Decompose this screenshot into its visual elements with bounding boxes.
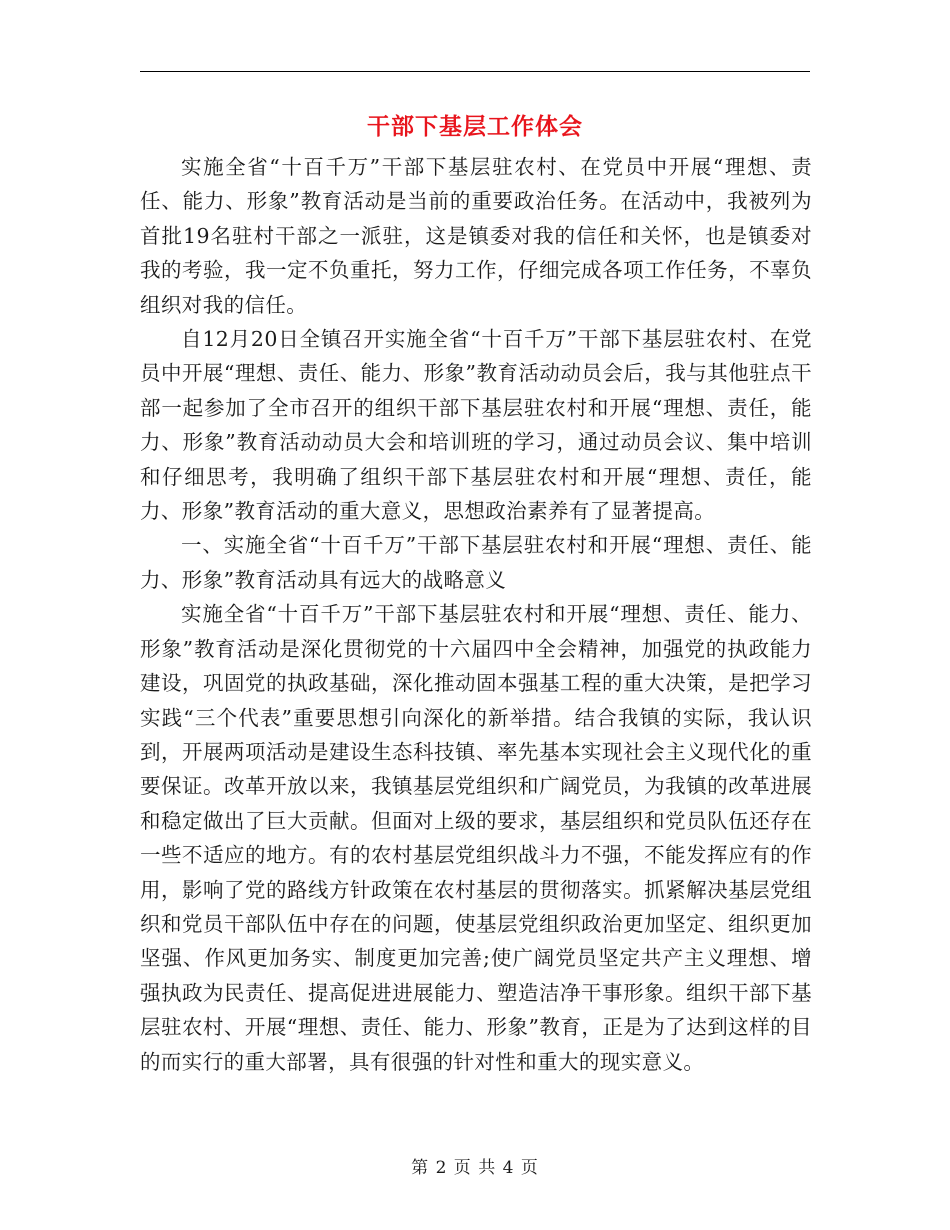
page-number: 第 2 页 共 4 页	[411, 1158, 539, 1178]
document-body	[140, 150, 812, 1079]
paragraph-1: 实施全省“十百千万”干部下基层驻农村、在党员中开展“理想、责任、能力、形象”教育活动是当前的重要政治任务。在活动中，我被列为首批19名驻村干部之一派驻，这是镇委对我的信任和关怀，也是镇委对我的考验，我一定不负重托，努力工作，仔细完成各项工作任务，不辜负组织对我的信任。	[140, 155, 812, 317]
paragraph-2: 自12月20日全镇召开实施全省“十百千万”干部下基层驻农村、在党员中开展“理想、责任、能力、形象”教育活动动员会后，我与其他驻点干部一起参加了全市召开的组织干部下基层驻农村和开展“理想、责任，能力、形象”教育活动动员大会和培训班的学习，通过动员会议、集中培训和仔细思考，我明确了组织干部下基层驻农村和开展“理想、责任，能力、形象”教育活动的重大意义，思想政治素养有了显著提高。	[140, 327, 812, 524]
header-rule	[140, 71, 810, 72]
document-title: 干部下基层工作体会	[367, 113, 583, 140]
section-heading-1: 一、实施全省“十百千万”干部下基层驻农村和开展“理想、责任、能力、形象”教育活动具有远大的战略意义	[140, 533, 812, 592]
paragraph-3: 实施全省“十百千万”干部下基层驻农村和开展“理想、责任、能力、形象”教育活动是深化贯彻党的十六届四中全会精神，加强党的执政能力建设，巩固党的执政基础，深化推动固本强基工程的重大决策，是把学习实践“三个代表”重要思想引向深化的新举措。结合我镇的实际，我认识到，开展两项活动是建设生态科技镇、率先基本实现社会主义现代化的重要保证。改革开放以来，我镇基层党组织和广阔党员，为我镇的改革进展和稳定做出了巨大贡献。但面对上级的要求，基层组织和党员队伍还存在一些不适应的地方。有的农村基层党组织战斗力不强，不能发挥应有的作用，影响了党的路线方针政策在农村基层的贯彻落实。抓紧解决基层党组织和党员干部队伍中存在的问题，使基层党组织政治更加坚定、组织更加坚强、作风更加务实、制度更加完善;使广阔党员坚定共产主义理想、增强执政为民责任、提高促进进展能力、塑造洁净干事形象。组织干部下基层驻农村、开展“理想、责任、能力、形象”教育，正是为了达到这样的目的而实行的重大部署，具有很强的针对性和重大的现实意义。	[140, 602, 812, 1074]
